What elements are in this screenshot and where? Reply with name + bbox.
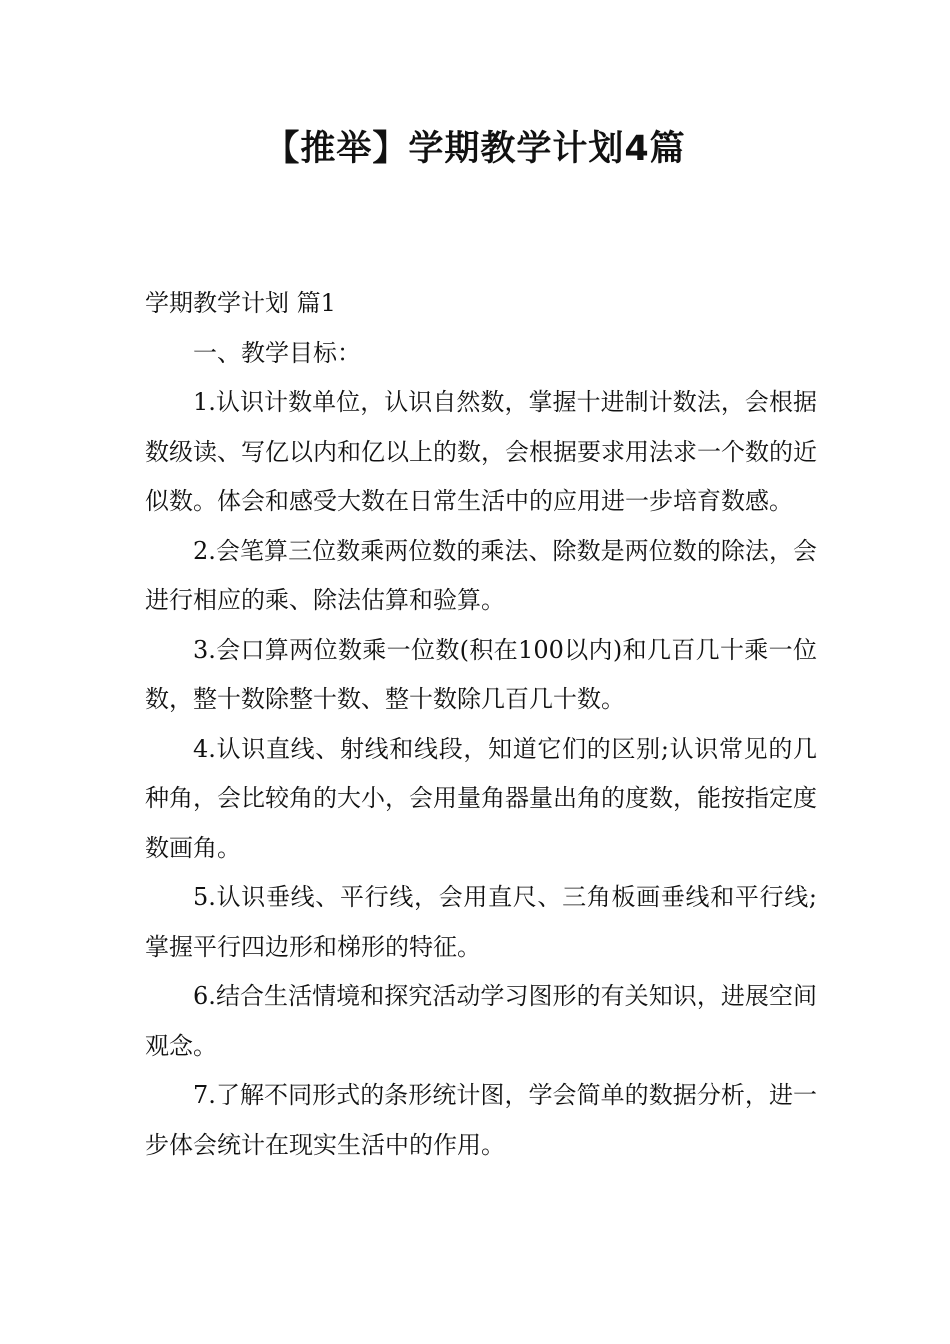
paragraph-goal-5: 5.认识垂线、平行线，会用直尺、三角板画垂线和平行线;掌握平行四边形和梯形的特征。: [145, 883, 817, 961]
section-heading: 学期教学计划 篇1: [145, 289, 336, 317]
paragraph-goal-7: 7.了解不同形式的条形统计图，学会简单的数据分析，进一步体会统计在现实生活中的作用。: [145, 1081, 817, 1159]
document-body: [145, 279, 817, 1170]
paragraph-goal-4: 4.认识直线、射线和线段，知道它们的区别;认识常见的几种角，会比较角的大小，会用量角器量出角的度数，能按指定度数画角。: [145, 734, 817, 862]
document-title: 【推举】学期教学计划4篇: [264, 129, 686, 169]
paragraph-goal-6: 6.结合生活情境和探究活动学习图形的有关知识，进展空间观念。: [145, 982, 817, 1060]
paragraph-goal-2: 2.会笔算三位数乘两位数的乘法、除数是两位数的除法，会进行相应的乘、除法估算和验算。: [145, 536, 817, 614]
paragraph-goal-3: 3.会口算两位数乘一位数(积在100以内)和几百几十乘一位数，整十数除整十数、整十数除几百几十数。: [145, 635, 817, 713]
paragraph-teaching-goals-heading: 一、教学目标：: [193, 338, 361, 367]
paragraph-goal-1: 1.认识计数单位，认识自然数，掌握十进制计数法，会根据数级读、写亿以内和亿以上的数，会根据要求用法求一个数的近似数。体会和感受大数在日常生活中的应用进一步培育数感。: [145, 388, 817, 515]
